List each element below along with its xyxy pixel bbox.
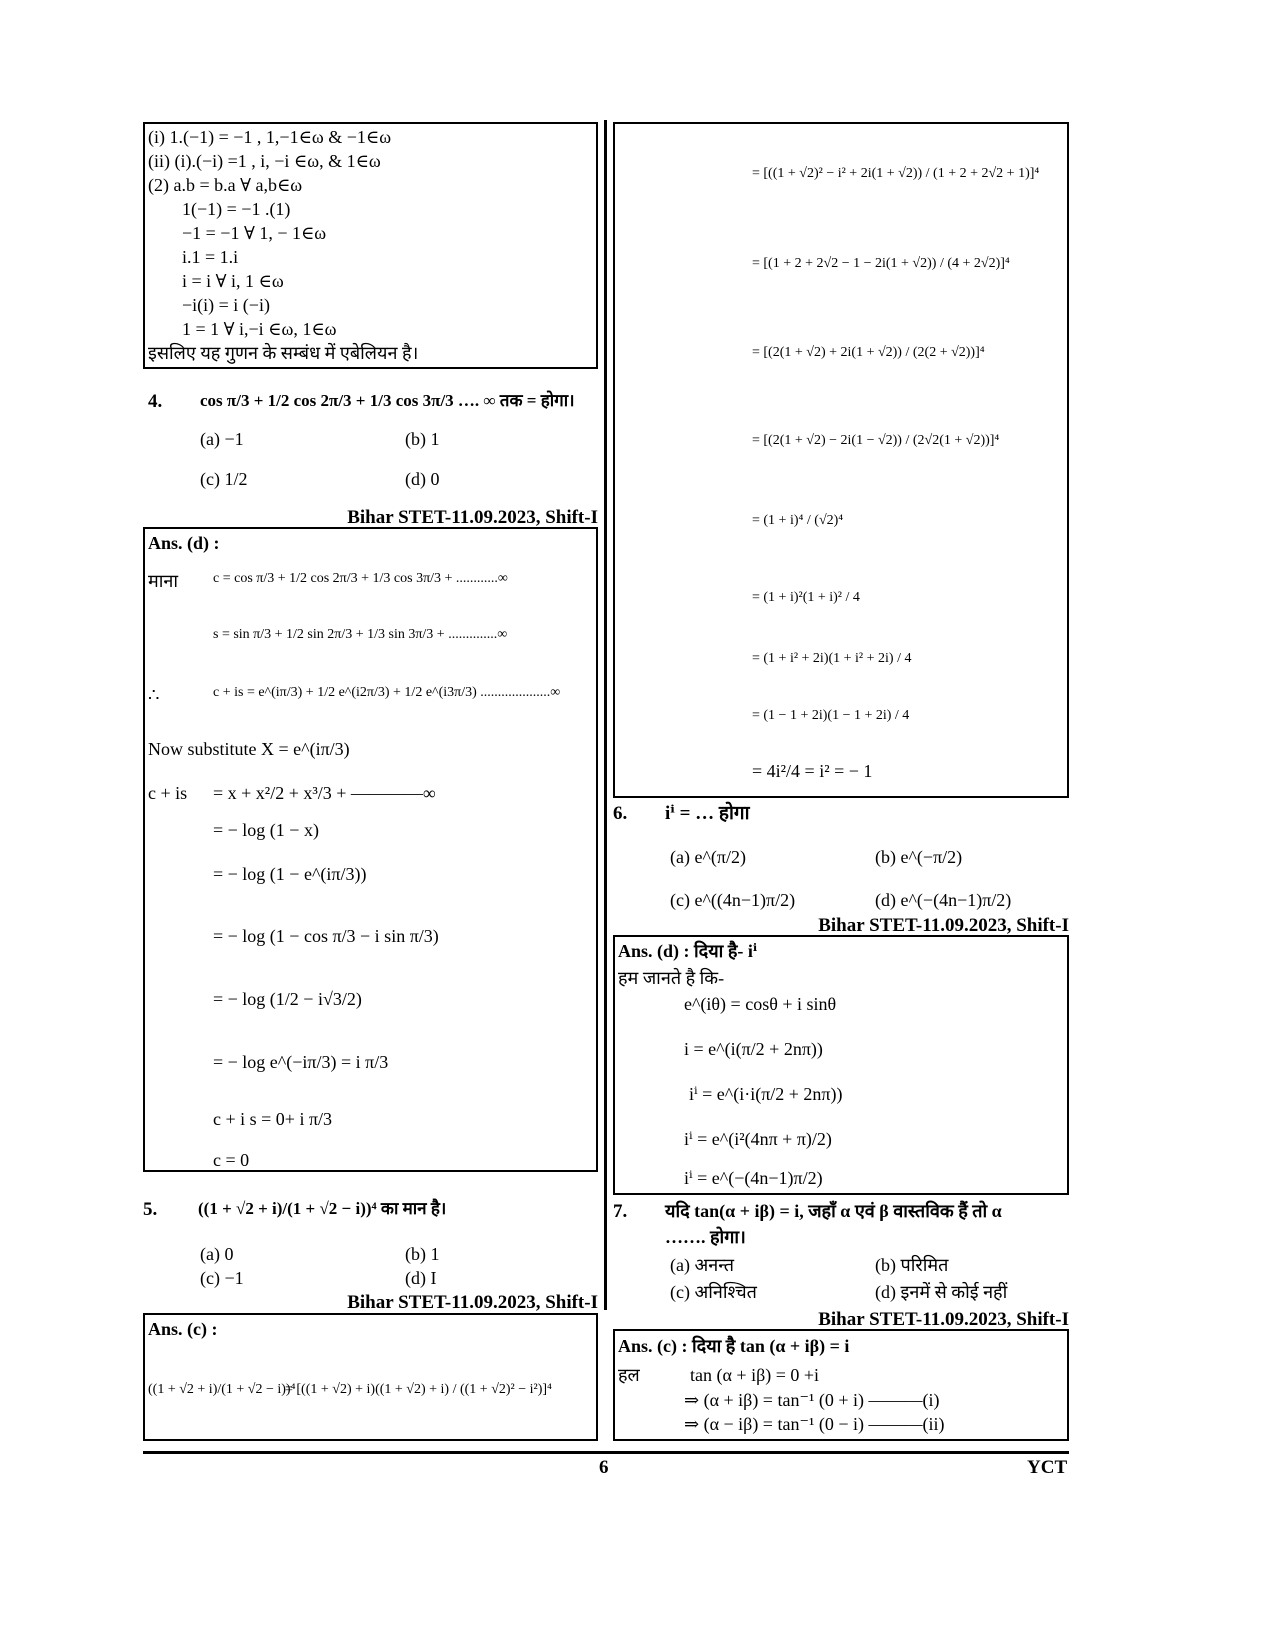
math-line: iⁱ = e^(−(4n−1)π/2) — [684, 1168, 823, 1188]
math-label: c + is — [148, 783, 188, 803]
math-step: = (1 + i)²(1 + i)² / 4 — [752, 590, 860, 605]
math-line: ((1 + √2 + i)/(1 + √2 − i))⁴ — [148, 1382, 296, 1397]
page-number: 6 — [599, 1457, 609, 1478]
answer-title: Ans. (d) : — [148, 533, 220, 553]
option-b: (b) परिमित — [875, 1255, 949, 1275]
question-text: cos π/3 + 1/2 cos 2π/3 + 1/3 cos 3π/3 …. ∞ तक = होगा। — [200, 391, 575, 410]
top-box-line-2: (ii) (i).(−i) =1 , i, −i ∈ω, & 1∈ω — [148, 151, 381, 171]
option-d: (d) इनमें से कोई नहीं — [875, 1282, 1008, 1302]
question-text: ……. होगा। — [665, 1227, 746, 1247]
right-top-box — [613, 122, 1069, 798]
math-step: = [(2(1 + √2) + 2i(1 + √2)) / (2(2 + √2))]⁴ — [752, 345, 985, 360]
question-number: 6. — [613, 803, 628, 824]
math-line: = − log (1 − x) — [213, 820, 319, 840]
math-line: tan (α + iβ) = 0 +i — [690, 1365, 820, 1385]
question-number: 4. — [148, 391, 163, 412]
brand-label: YCT — [1027, 1457, 1068, 1478]
math-line: c + is = e^(iπ/3) + 1/2 e^(i2π/3) + 1/2 e^(i3π/3) ....................∞ — [213, 685, 561, 700]
option-c: (c) e^((4n−1)π/2) — [670, 890, 796, 910]
top-box-line-3: (2) a.b = b.a ∀ a,b∈ω — [148, 175, 303, 195]
math-line: iⁱ = e^(i²(4nπ + π)/2) — [684, 1129, 832, 1149]
top-box-line-4: 1(−1) = −1 .(1) — [182, 199, 291, 219]
top-box-line-7: i = i ∀ i, 1 ∈ω — [182, 271, 284, 291]
option-c: (c) 1/2 — [200, 469, 248, 489]
math-line: = [((1 + √2) + i)((1 + √2) + i) / ((1 + √2)² − i²)]⁴ — [285, 1382, 552, 1397]
option-d: (d) I — [405, 1268, 437, 1288]
option-a: (a) −1 — [200, 429, 244, 449]
question-number: 5. — [143, 1199, 158, 1220]
math-line: Now substitute X = e^(iπ/3) — [148, 739, 350, 759]
option-c: (c) −1 — [200, 1268, 244, 1288]
option-a: (a) अनन्त — [670, 1255, 735, 1275]
math-step: = [(1 + 2 + 2√2 − 1 − 2i(1 + √2)) / (4 + 2√2)]⁴ — [752, 256, 1010, 271]
answer-box-4 — [143, 527, 598, 1172]
math-line: s = sin π/3 + 1/2 sin 2π/3 + 1/3 sin 3π/3 + ..............∞ — [213, 627, 508, 642]
top-box-line-8: −i(i) = i (−i) — [182, 295, 270, 315]
math-line: ⇒ (α − iβ) = tan⁻¹ (0 − i) ———(ii) — [684, 1414, 945, 1434]
math-line: c + i s = 0+ i π/3 — [213, 1109, 333, 1129]
option-b: (b) 1 — [405, 429, 440, 449]
question-number: 7. — [613, 1201, 628, 1222]
math-line: = x + x²/2 + x³/3 + ————∞ — [213, 783, 436, 803]
answer-title: Ans. (c) : — [148, 1319, 218, 1339]
math-line: c = 0 — [213, 1150, 250, 1170]
option-c: (c) अनिश्चित — [670, 1282, 757, 1302]
math-line: ⇒ (α + iβ) = tan⁻¹ (0 + i) ———(i) — [684, 1390, 940, 1410]
source-label: Bihar STET-11.09.2023, Shift-I — [347, 507, 598, 528]
math-step: = (1 + i² + 2i)(1 + i² + 2i) / 4 — [752, 651, 912, 666]
math-label: हल — [618, 1365, 640, 1385]
source-label: Bihar STET-11.09.2023, Shift-I — [818, 915, 1069, 936]
math-step: = [((1 + √2)² − i² + 2i(1 + √2)) / (1 + 2 + 2√2 + 1)]⁴ — [752, 166, 1040, 181]
math-line: iⁱ = e^(i·i(π/2 + 2nπ)) — [689, 1084, 843, 1104]
answer-title: Ans. (c) : दिया है tan (α + iβ) = i — [618, 1336, 850, 1356]
column-divider — [604, 120, 607, 1310]
math-line: = − log e^(−iπ/3) = i π/3 — [213, 1052, 389, 1072]
top-box-line-6: i.1 = 1.i — [182, 247, 239, 267]
option-a: (a) 0 — [200, 1244, 234, 1264]
math-step: = 4i²/4 = i² = − 1 — [752, 761, 873, 781]
source-label: Bihar STET-11.09.2023, Shift-I — [347, 1292, 598, 1313]
math-line: = − log (1/2 − i√3/2) — [213, 989, 362, 1009]
source-label: Bihar STET-11.09.2023, Shift-I — [818, 1309, 1069, 1330]
option-b: (b) 1 — [405, 1244, 440, 1264]
option-d: (d) 0 — [405, 469, 440, 489]
option-b: (b) e^(−π/2) — [875, 847, 963, 867]
question-text: iⁱ = … होगा — [665, 803, 750, 824]
top-box-line-1: (i) 1.(−1) = −1 , 1,−1∈ω & −1∈ω — [148, 127, 392, 147]
math-label: माना — [148, 571, 179, 591]
option-d: (d) e^(−(4n−1)π/2) — [875, 890, 1012, 910]
answer-title: Ans. (d) : दिया है- iⁱ — [618, 941, 758, 961]
math-line: = − log (1 − cos π/3 − i sin π/3) — [213, 926, 439, 946]
top-box-line-5: −1 = −1 ∀ 1, − 1∈ω — [182, 223, 327, 243]
math-line: i = e^(i(π/2 + 2nπ)) — [684, 1039, 823, 1059]
math-line: c = cos π/3 + 1/2 cos 2π/3 + 1/3 cos 3π/3 + ............∞ — [213, 571, 508, 586]
math-line: e^(iθ) = cosθ + i sinθ — [684, 994, 837, 1014]
math-line: = − log (1 − e^(iπ/3)) — [213, 864, 367, 884]
math-step: = (1 + i)⁴ / (√2)⁴ — [752, 513, 844, 528]
math-line: हम जानते है कि- — [618, 968, 725, 988]
question-text: ((1 + √2 + i)/(1 + √2 − i))⁴ का मान है। — [198, 1199, 447, 1218]
option-a: (a) e^(π/2) — [670, 847, 746, 867]
top-box-line-9: 1 = 1 ∀ i,−i ∈ω, 1∈ω — [182, 319, 337, 339]
footer-rule — [143, 1451, 1069, 1454]
top-box-line-10: इसलिए यह गुणन के सम्बंध में एबेलियन है। — [148, 343, 419, 363]
question-text: यदि tan(α + iβ) = i, जहाँ α एवं β वास्तविक हैं तो α — [665, 1201, 1002, 1221]
math-step: = (1 − 1 + 2i)(1 − 1 + 2i) / 4 — [752, 708, 910, 723]
math-label: ∴ — [148, 685, 160, 705]
math-step: = [(2(1 + √2) − 2i(1 − √2)) / (2√2(1 + √2))]⁴ — [752, 433, 1000, 448]
